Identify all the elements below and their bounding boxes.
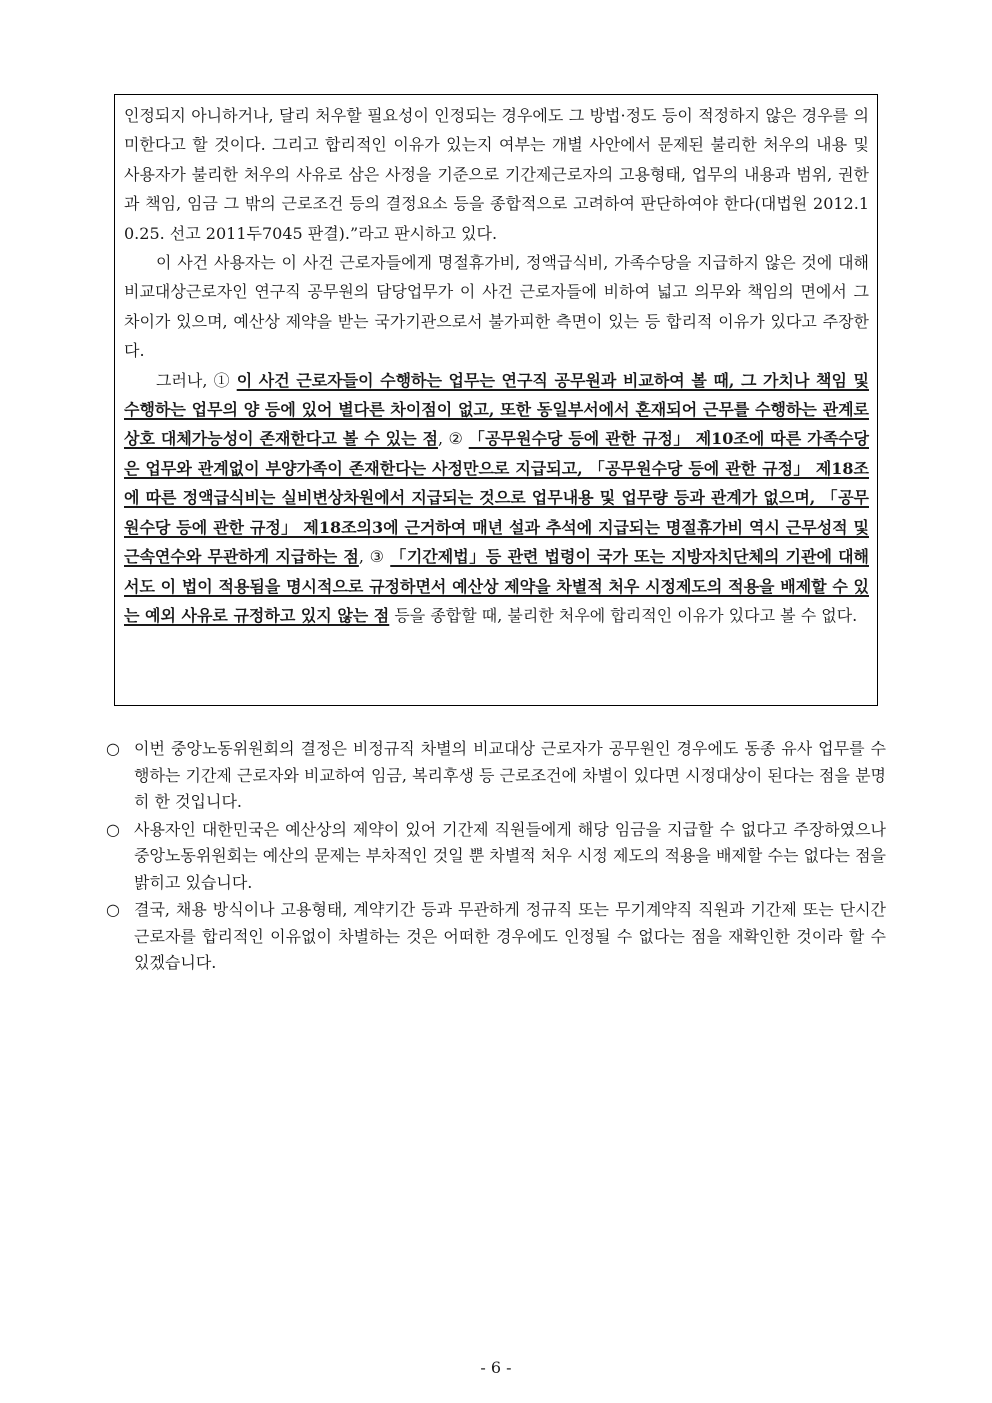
box-p3-tail: 등을 종합할 때, 불리한 처우에 합리적인 이유가 있다고 볼 수 없다.	[389, 605, 858, 625]
bullet-text-1: 이번 중앙노동위원회의 결정은 비정규직 차별의 비교대상 근로자가 공무원인 경우에도 동종 유사 업무를 수행하는 기간제 근로자와 비교하여 임금, 복리후생 등 근로조건에 차별이 있다면 시정대상이 된다는 점을 분명히 한 것입니다.	[134, 739, 886, 811]
box-p3-underlined-2: 「공무원수당 등에 관한 규정」 제10조에 따른 가족수당은 업무와 관계없이 부양가족이 존재한다는 사정만으로 지급되고, 「공무원수당 등에 관한 규정」 제18조에 따른 정액급식비는 실비변상차원에서 지급되는 것으로 업무내용 및 업무량 등과 관계가 없으며, 「공무원수당 등에 관한 규정」 제18조의3에 근거하여 매년 설과 추석에 지급되는 명절휴가비 역시 근무성적 및 근속연수와 무관하게 지급하는 점	[124, 429, 869, 567]
bullet-item-1	[106, 736, 886, 816]
page-number: - 6 -	[480, 1358, 512, 1377]
box-p3-mid-1: , ②	[437, 429, 469, 449]
box-p3-lead: 그러나, ①	[156, 370, 237, 390]
bullet-item-2	[106, 817, 886, 897]
bullet-text-2: 사용자인 대한민국은 예산상의 제약이 있어 기간제 직원들에게 해당 임금을 지급할 수 없다고 주장하였으나 중앙노동위원회는 예산의 문제는 부차적인 것일 뿐 차별적 처우 시정 제도의 적용을 배제할 수는 없다는 점을 밝히고 있습니다.	[134, 819, 886, 892]
circle-bullet-icon: ○	[106, 900, 120, 919]
circle-bullet-icon: ○	[106, 739, 120, 758]
box-p3-mid-2: , ③	[358, 547, 391, 567]
box-paragraph-1: 인정되지 아니하거나, 달리 처우할 필요성이 인정되는 경우에도 그 방법·정도 등이 적정하지 않은 경우를 의미한다고 할 것이다. 그리고 합리적인 이유가 있는지 여부는 개별 사안에서 문제된 불리한 처우의 내용 및 사용자가 불리한 처우의 사유로 삼은 사정을 기준으로 기간제근로자의 고용형태, 업무의 내용과 범위, 권한과 책임, 임금 그 밖의 근로조건 등의 결정요소 등을 종합적으로 고려하여 판단하여야 한다(대법원 2012.10.25. 선고 2011두7045 판결).”라고 판시하고 있다.	[124, 106, 869, 243]
box-p3-underlined-3: 「기간제법」등 관련 법령이 국가 또는 지방자치단체의 기관에 대해서도 이 법이 적용됨을 명시적으로 규정하면서 예산상 제약을 차별적 처우 시정제도의 적용을 배제할 수 있는 예외 사유로 규정하고 있지 않는 점	[124, 547, 869, 625]
bullet-list	[106, 736, 886, 978]
box-paragraph-2: 이 사건 사용자는 이 사건 근로자들에게 명절휴가비, 정액급식비, 가족수당을 지급하지 않은 것에 대해 비교대상근로자인 연구직 공무원의 담당업무가 이 사건 근로자들에 비하여 넓고 의무와 책임의 면에서 그 차이가 있으며, 예산상 제약을 받는 국가기관으로서 불가피한 측면이 있는 등 합리적 이유가 있다고 주장한다.	[124, 253, 869, 361]
quoted-decision-box	[114, 94, 878, 706]
box-p3-underlined-1: 이 사건 근로자들이 수행하는 업무는 연구직 공무원과 비교하여 볼 때, 그 가치나 책임 및 수행하는 업무의 양 등에 있어 별다른 차이점이 없고, 또한 동일부서에서 혼재되어 근무를 수행하는 관계로 상호 대체가능성이 존재한다고 볼 수 있는 점	[124, 370, 869, 449]
bullet-item-3	[106, 897, 886, 977]
box-paragraph-3	[124, 366, 869, 631]
circle-bullet-icon: ○	[106, 819, 120, 839]
bullet-text-3: 결국, 채용 방식이나 고용형태, 계약기간 등과 무관하게 정규직 또는 무기계약직 직원과 기간제 또는 단시간 근로자를 합리적인 이유없이 차별하는 것은 어떠한 경우에도 인정될 수 없다는 점을 재확인한 것이라 할 수 있겠습니다.	[134, 900, 886, 972]
